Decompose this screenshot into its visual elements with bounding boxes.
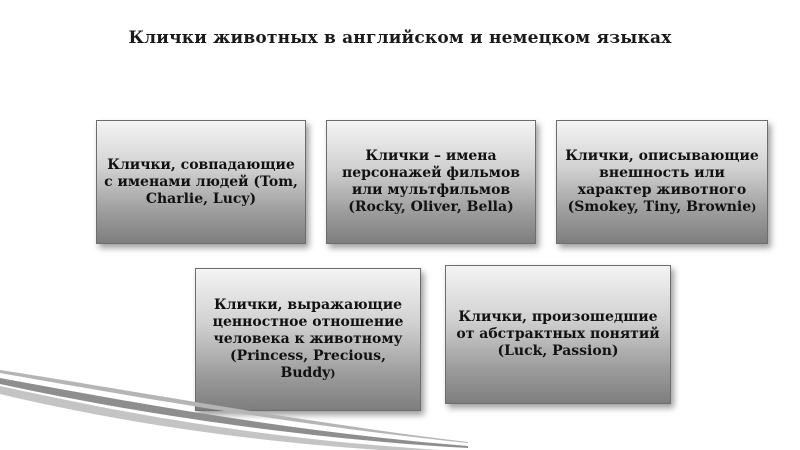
category-box-text: Клички – имена персонажей фильмов или мультфильмов (Rocky, Oliver, Bella) [341, 148, 521, 215]
category-box-text: Клички, произошедшие от абстрактных понятий (Luck, Passion) [456, 309, 660, 359]
category-box-film-characters [326, 120, 536, 244]
category-box-appearance [556, 120, 768, 244]
category-box-human-names [96, 120, 306, 244]
category-box-abstract-concepts [445, 265, 671, 404]
category-box-text-wrap [563, 148, 761, 216]
category-box-text-suffix: ) [330, 367, 336, 380]
category-box-text: Клички, совпадающие с именами людей (Tom, Charlie, Lucy) [104, 156, 298, 207]
slide-title: Клички животных в английском и немецком языках [128, 28, 672, 48]
decorative-swoosh [0, 360, 470, 450]
swoosh-stroke-dark [0, 378, 468, 448]
category-box-text: Клички, описывающие внешность или характер животного (Smokey, Tiny, Brownie [565, 148, 759, 215]
category-box-text-suffix: ) [751, 201, 757, 214]
category-box-text: Клички, выражающие ценностное отношение человека к животному (Princess, Precious, Buddy [212, 297, 404, 381]
